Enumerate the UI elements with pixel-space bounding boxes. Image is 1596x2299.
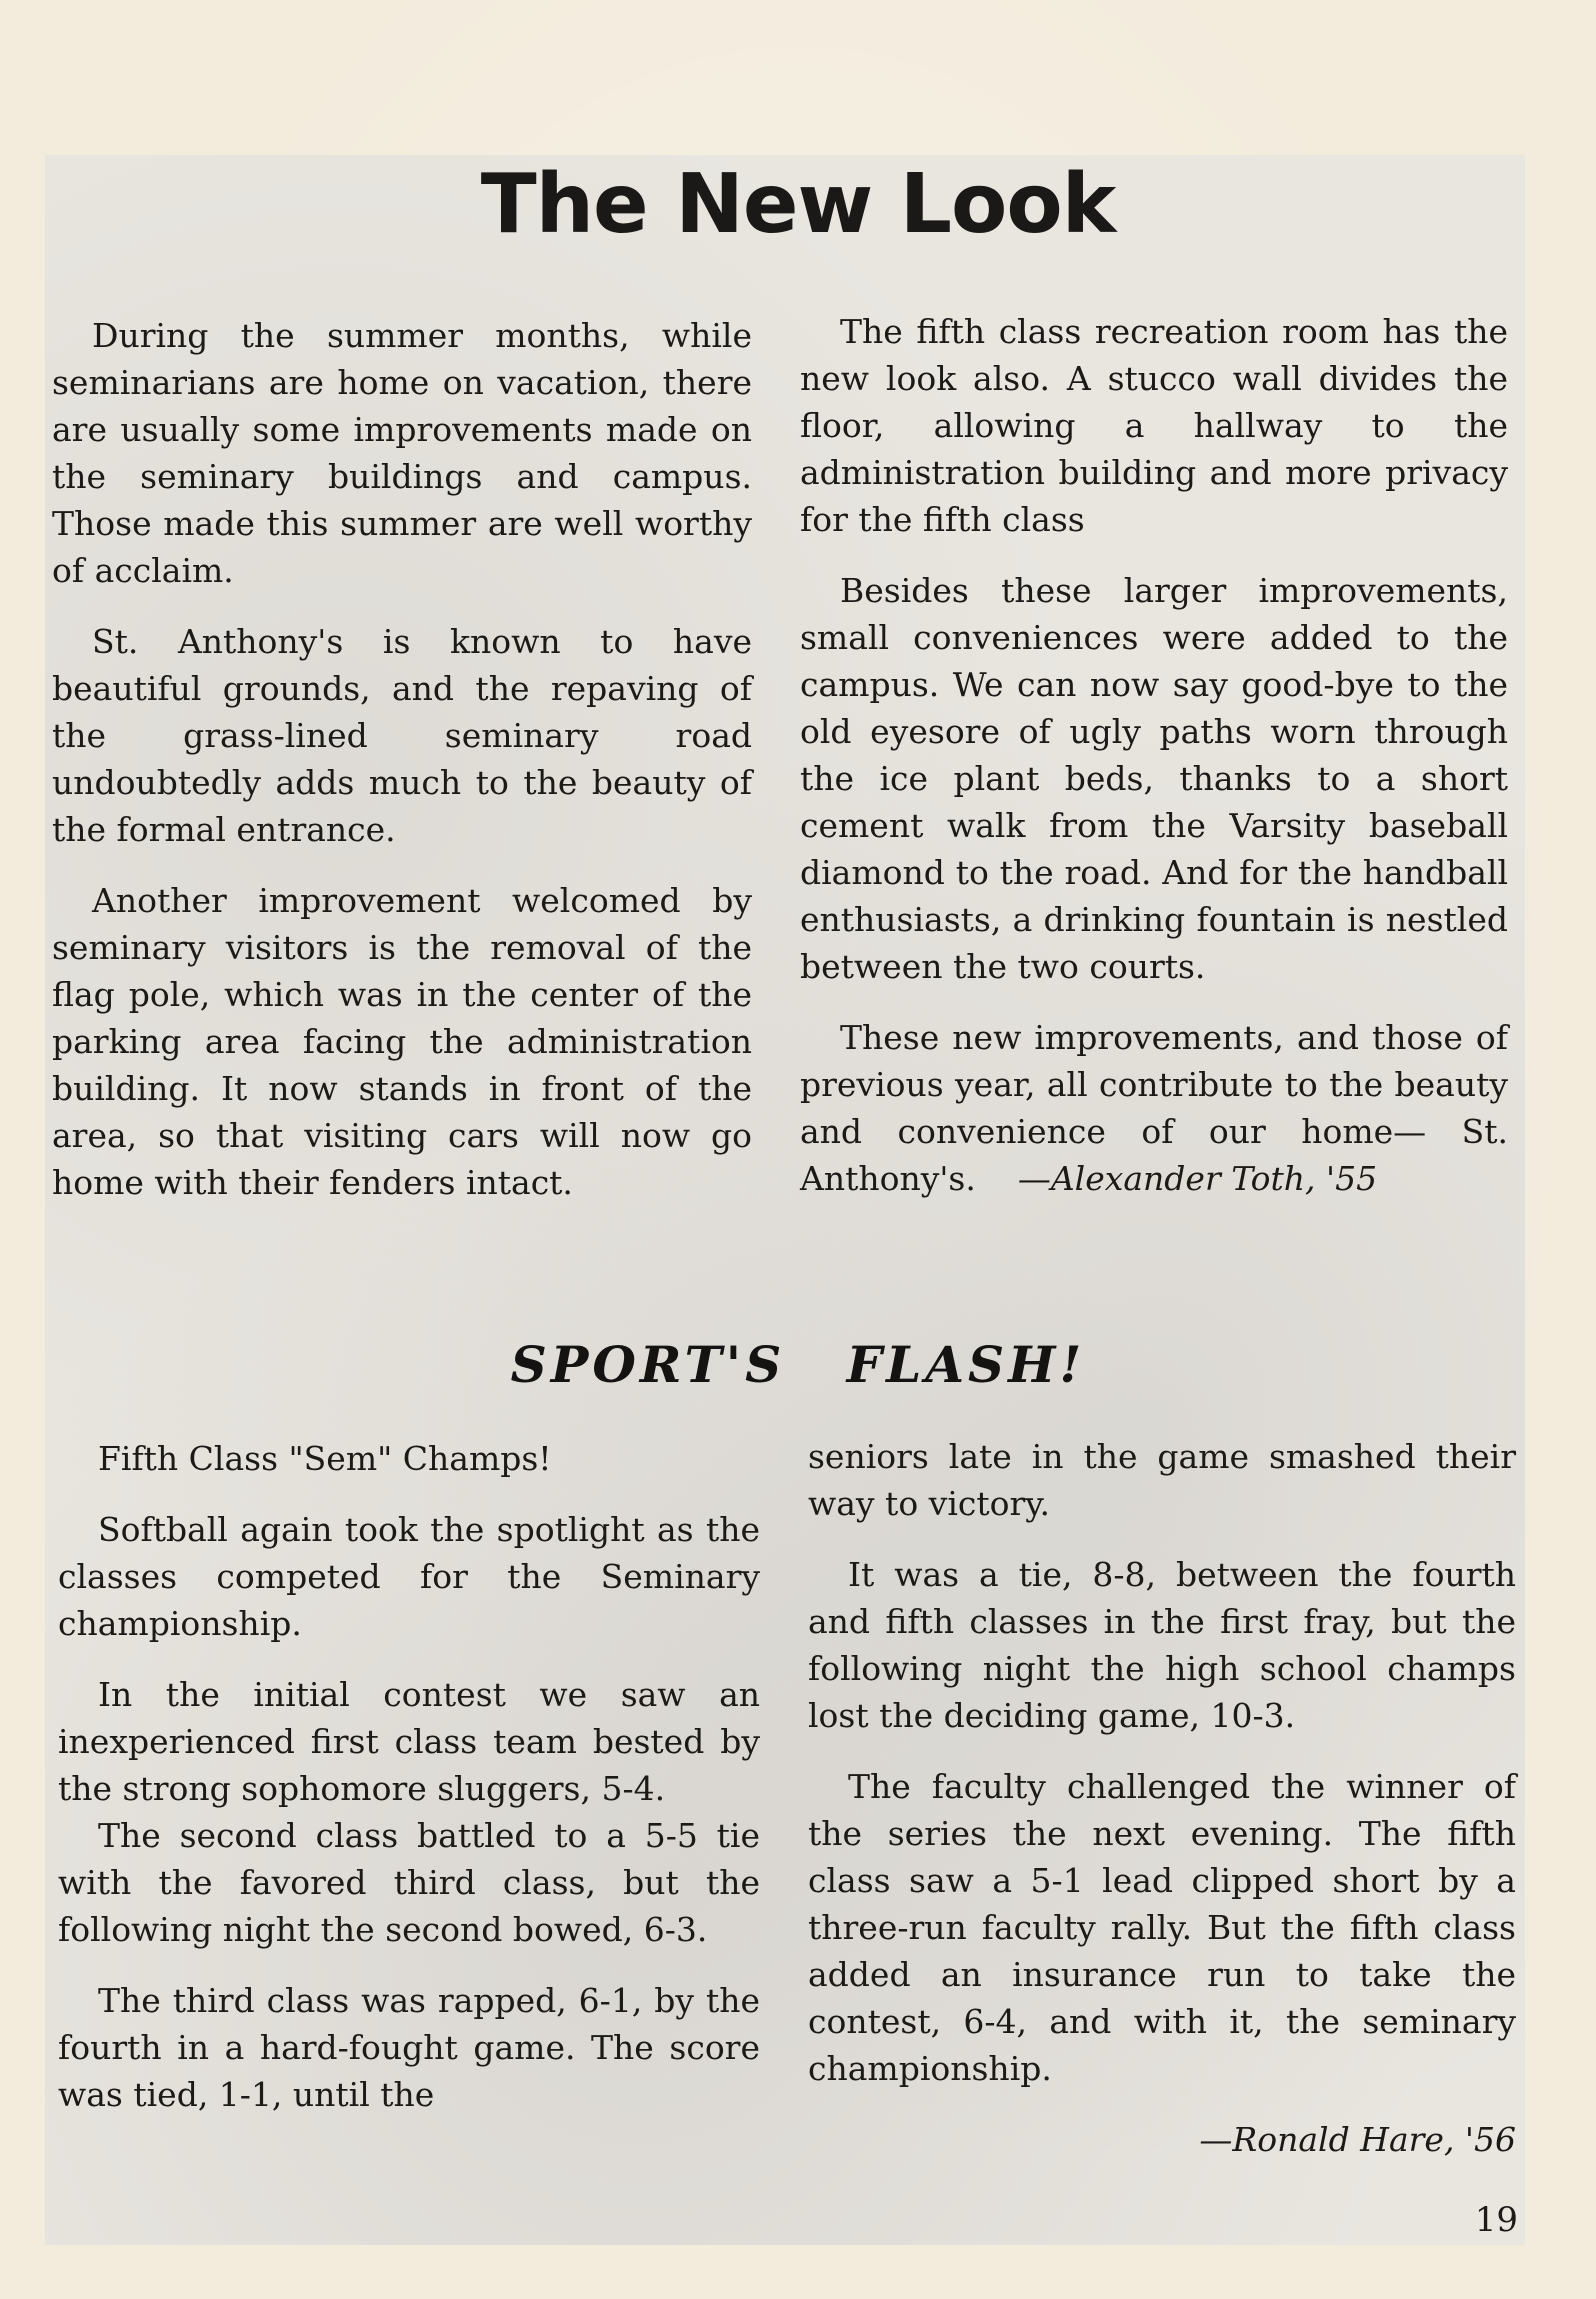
article2-subheading: Fifth Class "Sem" Champs! [98, 1439, 552, 1478]
article-title: The New Look [480, 157, 1116, 252]
article2-paragraph-6: It was a tie, 8-8, between the fourth and fifth classes in the first fray, but the following night the high school champs lost the deciding game, 10-3. [808, 1555, 1516, 1735]
article1-paragraph-4: The fifth class recreation room has the new look also. A stucco wall divides the floor, allowing a hallway to the administration building and more privacy for the fifth class [800, 312, 1508, 539]
article1-paragraph-6-text: These new improvements, and those of previous year, all contribute to the beauty and convenience of our home— St. Anthony's. [800, 1018, 1508, 1198]
article1-paragraph-6 [800, 1014, 1508, 1202]
article2-byline: —Ronald Hare, '56 [1199, 2120, 1516, 2159]
section-heading: SPORT'S FLASH! [510, 1335, 1086, 1394]
article1-byline: —Alexander Toth, '55 [1017, 1159, 1378, 1198]
article1-column-right [800, 308, 1508, 1226]
article1-paragraph-5: Besides these larger improvements, small conveniences were added to the campus. We can now say good-bye to the old eyesore of ugly paths worn through the ice plant beds, thanks to a short cement walk from the Varsity baseball diamond to the road. And for the handball enthusiasts, a drinking fountain is nestled between the two courts. [800, 571, 1508, 986]
article2-paragraph-3: The second class battled to a 5-5 tie with the favored third class, but the following night the second bowed, 6-3. [58, 1816, 760, 1949]
article2-paragraph-7: The faculty challenged the winner of the series the next evening. The fifth class saw a 5-1 lead clipped short by a three-run faculty rally. But the fifth class added an insurance run to take the contest, 6-4, and with it, the seminary championship. [808, 1767, 1516, 2088]
page-number: 19 [1474, 2200, 1518, 2240]
article2-paragraph-2: In the initial contest we saw an inexperienced first class team bested by the strong sophomore sluggers, 5-4. [58, 1675, 760, 1808]
article1-paragraph-3: Another improvement welcomed by seminary visitors is the removal of the flag pole, which was in the center of the parking area facing the administration building. It now stands in front of the area, so that visiting cars will now go home with their fenders intact. [52, 881, 752, 1202]
article1-paragraph-2: St. Anthony's is known to have beautiful grounds, and the repaving of the grass-lined seminary road undoubtedly adds much to the beauty of the formal entrance. [52, 622, 752, 849]
article2-paragraph-4: The third class was rapped, 6-1, by the fourth in a hard-fought game. The score was tied, 1-1, until the [58, 1981, 760, 2114]
article2-paragraph-1: Softball again took the spotlight as the classes competed for the Seminary championship. [58, 1510, 760, 1643]
article2-column-left [58, 1435, 760, 2142]
article1-column-left [52, 312, 752, 1230]
article2-column-right [808, 1433, 1516, 2163]
article1-paragraph-1: During the summer months, while seminarians are home on vacation, there are usually some improvements made on the seminary buildings and campus. Those made this summer are well worthy of acclaim. [52, 316, 752, 590]
article2-paragraph-5: seniors late in the game smashed their way to victory. [808, 1437, 1516, 1523]
